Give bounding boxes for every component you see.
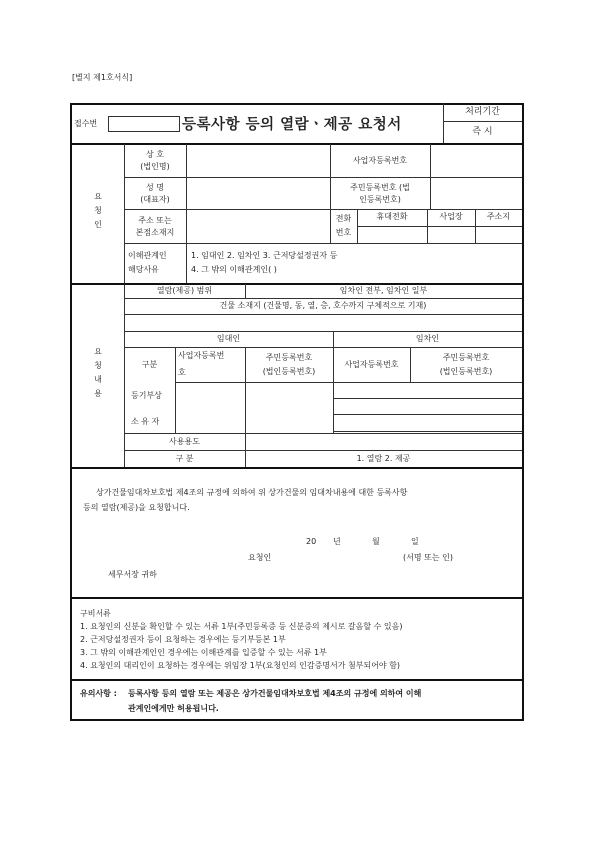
phone-label: 전화 xyxy=(335,214,352,223)
notice-label: 유의사항 : xyxy=(80,689,117,698)
phone-sub: 번호 xyxy=(335,228,352,237)
notice-line1: 등록사항 등의 열람 또는 제공은 상가건물임대차보호법 제4조의 규정에 의하여 이해 xyxy=(128,689,422,698)
document-item: 1. 요청인의 신분을 확인할 수 있는 서류 1부(주민등록증 등 신분증의 제시로 갈음할 수 있음) xyxy=(80,622,403,631)
registry-owner-line1: 등기부상 xyxy=(131,391,162,400)
statement-line2: 등의 열람(제공)을 요청합니다. xyxy=(83,503,190,512)
residence-phone-field[interactable] xyxy=(476,227,521,242)
documents-separator xyxy=(70,679,524,681)
landlord-resident-no-label: 주민등록번호 xyxy=(265,353,313,362)
category-label: 구 분 xyxy=(175,454,194,463)
form-number: [별지 제1호서식] xyxy=(72,73,133,82)
interest-label: 이해관계인 xyxy=(128,251,167,260)
name-field[interactable] xyxy=(187,178,329,208)
business-no-field[interactable] xyxy=(431,145,521,176)
frame-top xyxy=(70,103,524,105)
address-field[interactable] xyxy=(187,210,329,242)
mobile-field[interactable] xyxy=(358,227,426,242)
notice-line2: 관계인에게만 허용됩니다. xyxy=(128,704,219,713)
document-item: 4. 요청인의 대리인이 요청하는 경우에는 위임장 1부(요청인의 인감증명서가 첨부되어야 함) xyxy=(80,661,401,670)
building-location-field[interactable] xyxy=(125,315,521,330)
name-sub: (대표자) xyxy=(140,195,170,204)
workplace-phone-field[interactable] xyxy=(428,227,474,242)
scope-options[interactable]: 임차인 전부, 임차인 일부 xyxy=(339,286,428,295)
mobile-label: 휴대전화 xyxy=(376,212,408,221)
registry-owner-line2: 소 유 자 xyxy=(131,417,160,426)
frame-bottom xyxy=(70,719,524,721)
date-month: 월 xyxy=(372,537,380,546)
signature-label: (서명 또는 인) xyxy=(403,553,453,562)
document-item: 3. 그 밖의 이해관계인인 경우에는 이해관계를 입증할 수 있는 서류 1부 xyxy=(80,648,327,657)
resident-no-label: 주민등록번호 (법 xyxy=(350,183,410,192)
trade-name-field[interactable] xyxy=(187,145,329,176)
trade-name-label: 상 호 xyxy=(146,150,164,159)
tenant-label: 임차인 xyxy=(415,334,440,343)
address-label: 주소 또는 xyxy=(138,216,172,225)
interest-other[interactable]: 4. 그 밖의 이해관계인( ) xyxy=(191,265,277,274)
tenant-corp-no-label: (법인등록번호) xyxy=(439,367,493,376)
interest-options[interactable]: 1. 임대인 2. 임차인 3. 근저당설정권자 등 xyxy=(191,251,338,260)
biz-reg-no-line1: 사업자등록번 xyxy=(178,351,225,360)
residence-label: 주소지 xyxy=(486,212,511,221)
date-year-unit: 년 xyxy=(333,537,341,546)
biz-reg-no-line2: 호 xyxy=(178,368,186,377)
owner-biz-reg-no-field[interactable] xyxy=(176,383,244,432)
landlord-corp-no-label: (법인등록번호) xyxy=(262,367,316,376)
usage-label: 사용용도 xyxy=(169,437,200,446)
business-no-label: 사업자등록번호 xyxy=(352,156,408,165)
statement-separator xyxy=(70,597,524,599)
trade-name-sub: (법인명) xyxy=(140,162,170,171)
requester-separator xyxy=(70,283,524,285)
request-separator xyxy=(70,467,524,469)
date-year: 20 xyxy=(306,537,317,546)
request-section-label: 요 청 내 용 xyxy=(94,347,102,398)
documents-heading: 구비서류 xyxy=(80,609,111,618)
owner-resident-no-field[interactable] xyxy=(246,383,332,432)
requester-section-label: 요 청 인 xyxy=(94,192,102,229)
resident-no-field[interactable] xyxy=(431,178,521,208)
receipt-no-label: 접수번 xyxy=(74,119,98,128)
interest-sub: 해당사유 xyxy=(128,265,159,274)
tenant-resident-no-label: 주민등록번호 xyxy=(442,353,490,362)
date-day: 일 xyxy=(411,537,419,546)
division-label: 구분 xyxy=(141,360,158,369)
landlord-label: 임대인 xyxy=(216,334,241,343)
processing-period-value: 즉 시 xyxy=(472,127,493,137)
requester-sign-label: 요청인 xyxy=(248,553,272,562)
scope-label: 열람(제공) 범위 xyxy=(156,286,213,295)
name-label: 성 명 xyxy=(146,183,164,192)
address-sub: 본점소재지 xyxy=(135,228,175,237)
receipt-no-field[interactable] xyxy=(108,116,180,132)
category-options[interactable]: 1. 열람 2. 제공 xyxy=(356,454,411,463)
document-item: 2. 근저당설정권자 등이 요청하는 경우에는 등기부등본 1부 xyxy=(80,635,286,644)
processing-period-label: 처리기간 xyxy=(465,107,500,117)
tenant-biz-reg-no-label: 사업자등록번호 xyxy=(344,360,399,369)
frame-left xyxy=(70,103,72,721)
usage-field[interactable] xyxy=(246,434,521,449)
requester-sign-field[interactable] xyxy=(280,550,400,564)
statement-line1: 상가건물임대차보호법 제4조의 규정에 의하여 위 상가건물의 임대차내용에 대한 등록사항 xyxy=(96,488,408,497)
addressee: 세무서장 귀하 xyxy=(108,570,157,579)
resident-no-sub: 인등록번호) xyxy=(359,195,401,204)
workplace-label: 사업장 xyxy=(439,212,463,221)
building-location-label: 건물 소재지 (건물명, 동, 열, 층, 호수까지 구체적으로 기재) xyxy=(219,301,427,310)
frame-right xyxy=(522,103,524,721)
page-title: 등록사항 등의 열람ㆍ제공 요청서 xyxy=(182,117,402,133)
